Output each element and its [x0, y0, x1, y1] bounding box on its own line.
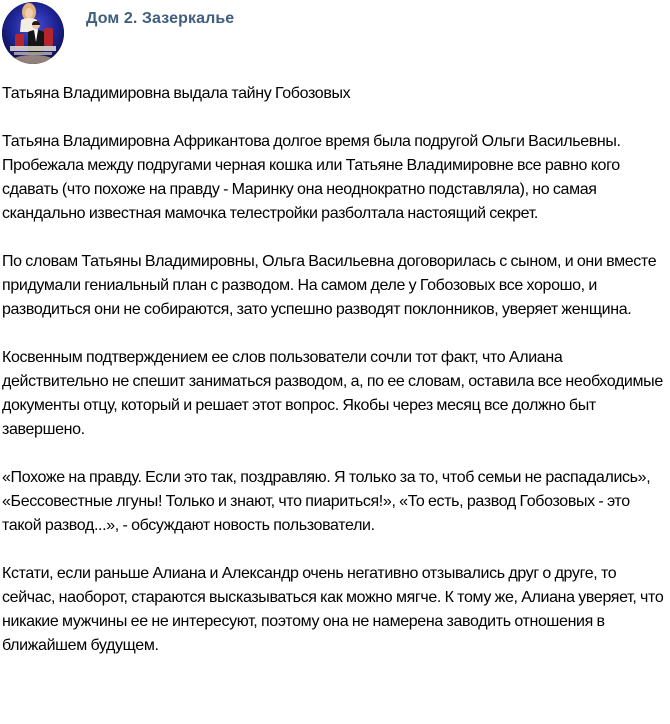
post-title: Татьяна Владимировна выдала тайну Гобозовых: [2, 85, 351, 102]
channel-name-link[interactable]: Дом 2. Зазеркалье: [86, 10, 235, 27]
post-paragraph: «Похоже на правду. Если это так, поздравляю. Я только за то, чтоб семьи не распадались», «Бессовестные лгуны! Только и знают, что пиариться!», «То есть, развод Гобозовых - это такой развод...», - обсуждают новость пользователи.: [2, 469, 651, 534]
post-paragraph: Татьяна Владимировна Африкантова долгое время была подругой Ольги Васильевны. Пробежала между подругами черная кошка или Татьяне Владимировне все равно кого сдавать (что похоже на правду - Маринку она неоднократно подставляла), но самая скандально известная мамочка телестройки разболтала настоящий секрет.: [2, 133, 621, 222]
post-body: [2, 82, 668, 682]
channel-avatar[interactable]: [2, 2, 64, 64]
post-paragraph: Кстати, если раньше Алиана и Александр очень негативно отзывались друг о друге, то сейчас, наоборот, стараются высказываться как можно мягче. К тому же, Алиана уверяет, что никакие мужчины ее не интересуют, поэтому она не намерена заводить отношения в ближайшем будущем.: [2, 565, 664, 654]
post-paragraph: Косвенным подтверждением ее слов пользователи сочли тот факт, что Алиана действительно не спешит заниматься разводом, а, по ее словам, оставила все необходимые документы отцу, который и решает этот вопрос. Якобы через месяц все должно быт завершено.: [2, 349, 663, 438]
post-paragraph: По словам Татьяны Владимировны, Ольга Васильевна договорилась с сыном, и они вместе придумали гениальный план с разводом. На самом деле у Гобозовых все хорошо, и разводиться они не собираются, зато успешно разводят поклонников, уверяет женщина.: [2, 253, 657, 318]
channel-avatar-icon: [2, 2, 64, 64]
post-header: [0, 0, 670, 68]
